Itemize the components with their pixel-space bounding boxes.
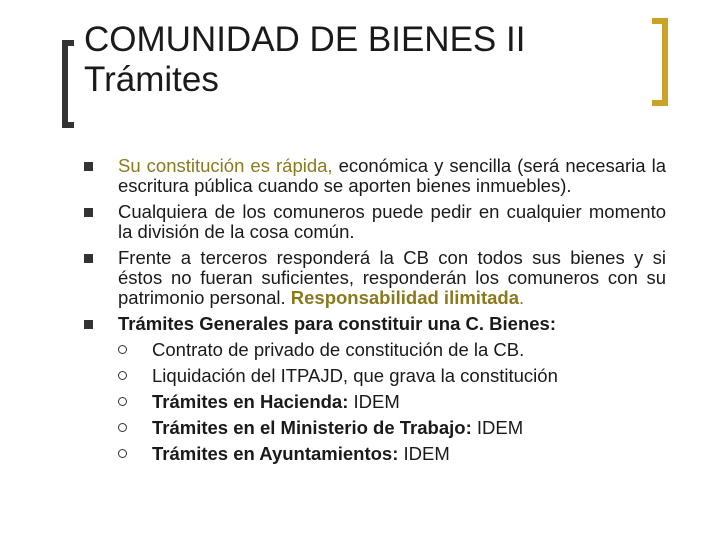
bullet-heading: Trámites Generales para constituir una C. Bienes:: [118, 313, 556, 334]
sub-item-text: IDEM: [471, 417, 524, 438]
ring-bullet-icon: [118, 371, 127, 380]
bullet-text: económica y sencilla (será necesaria la escritura pública cuando se aporten bienes inmuebles).: [118, 155, 666, 196]
sub-item-text: IDEM: [398, 443, 450, 464]
sub-item-text: IDEM: [348, 391, 400, 412]
slide-title-line-1: COMUNIDAD DE BIENES II: [84, 20, 526, 59]
title-bracket-left: [62, 40, 74, 128]
sub-item-text: Contrato de privado de constitución de la CB.: [152, 339, 525, 360]
sub-item-itpajd: [118, 366, 666, 386]
title-bracket-right: [652, 18, 668, 106]
sub-item-contrato: [118, 340, 666, 360]
sub-item-bold: Trámites en el Ministerio de Trabajo:: [152, 417, 472, 438]
sub-item-bold: Trámites en Ayuntamientos:: [152, 443, 399, 464]
slide-title-line-2: Trámites: [84, 60, 219, 99]
ring-bullet-icon: [118, 423, 127, 432]
square-bullet-icon: [84, 254, 93, 263]
square-bullet-icon: [84, 162, 93, 171]
bullet-text: Cualquiera de los comuneros puede pedir en cualquier momento la división de la cosa común.: [118, 201, 666, 242]
bullet-highlight: Responsabilidad ilimitada: [290, 287, 519, 308]
ring-bullet-icon: [118, 397, 127, 406]
sub-bullet-list: [118, 340, 666, 464]
bullet-item-responsabilidad: [84, 248, 666, 308]
bullet-end: .: [518, 287, 525, 308]
sub-item-hacienda: [118, 392, 666, 412]
square-bullet-icon: [84, 320, 93, 329]
ring-bullet-icon: [118, 449, 127, 458]
bullet-list: [84, 156, 666, 470]
bullet-item-division: [84, 202, 666, 242]
ring-bullet-icon: [118, 345, 127, 354]
bullet-text: Frente a terceros responderá la CB con todos sus bienes y si éstos no fueran suficientes, responderán los comuneros con su patrimonio personal.: [118, 247, 666, 308]
sub-item-ministerio: [118, 418, 666, 438]
bullet-highlight: Su constitución es rápida,: [118, 155, 333, 176]
square-bullet-icon: [84, 208, 93, 217]
sub-item-ayuntamientos: [118, 444, 666, 464]
slide-title: [84, 20, 644, 100]
sub-item-text: Liquidación del ITPAJD, que grava la constitución: [152, 365, 558, 386]
bullet-item-constitucion: [84, 156, 666, 196]
bullet-item-tramites: [84, 314, 666, 464]
sub-item-bold: Trámites en Hacienda:: [152, 391, 349, 412]
